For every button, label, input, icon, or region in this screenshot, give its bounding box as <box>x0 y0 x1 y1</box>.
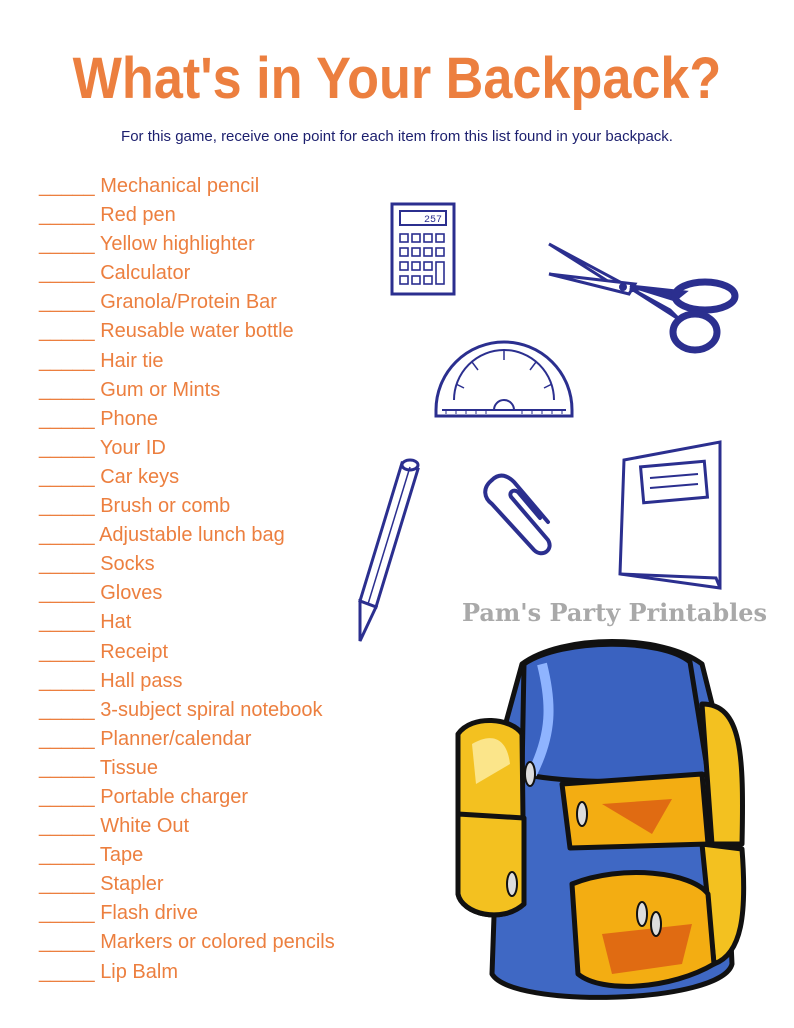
checklist-item <box>39 870 359 899</box>
checklist-item <box>39 521 359 550</box>
item-label: Gloves <box>100 582 163 605</box>
checklist-item <box>39 463 359 492</box>
checklist-item <box>39 783 359 812</box>
answer-blank[interactable]: _____ <box>39 524 95 547</box>
item-label: Reusable water bottle <box>100 320 294 343</box>
checklist-item <box>39 230 359 259</box>
checklist-item <box>39 434 359 463</box>
item-label: Gum or Mints <box>100 378 221 401</box>
item-label: Hair tie <box>100 349 164 372</box>
answer-blank[interactable]: _____ <box>39 785 95 808</box>
answer-blank[interactable]: _____ <box>39 320 95 343</box>
item-label: White Out <box>100 815 190 838</box>
answer-blank[interactable]: _____ <box>39 902 95 925</box>
item-label: Granola/Protein Bar <box>100 291 277 314</box>
answer-blank[interactable]: _____ <box>39 553 95 576</box>
item-label: Lip Balm <box>100 960 178 983</box>
answer-blank[interactable]: _____ <box>39 436 95 459</box>
item-label: Brush or comb <box>100 495 231 518</box>
protractor-icon <box>432 326 576 420</box>
item-label: Yellow highlighter <box>99 233 255 256</box>
pencil-icon <box>352 455 424 645</box>
answer-blank[interactable]: _____ <box>39 873 95 896</box>
checklist-item <box>39 899 359 928</box>
checklist-item <box>39 259 359 288</box>
answer-blank[interactable]: _____ <box>39 495 95 518</box>
item-label: Hall pass <box>100 669 183 692</box>
answer-blank[interactable]: _____ <box>39 931 95 954</box>
item-label: 3-subject spiral notebook <box>100 698 323 721</box>
answer-blank[interactable]: _____ <box>39 727 95 750</box>
checklist-item <box>39 812 359 841</box>
answer-blank[interactable]: _____ <box>39 669 95 692</box>
item-label: Calculator <box>100 262 191 285</box>
paperclip-icon <box>478 470 558 560</box>
item-label: Red pen <box>100 204 176 227</box>
item-label: Tissue <box>99 756 158 779</box>
answer-blank[interactable]: _____ <box>39 582 95 605</box>
answer-blank[interactable]: _____ <box>39 698 95 721</box>
checklist-item <box>39 696 359 725</box>
answer-blank[interactable]: _____ <box>39 756 95 779</box>
checklist-item <box>39 667 359 696</box>
checklist <box>39 172 359 987</box>
checklist-item <box>39 317 359 346</box>
checklist-item <box>39 405 359 434</box>
checklist-item <box>39 754 359 783</box>
item-label: Receipt <box>100 640 168 663</box>
checklist-item <box>39 579 359 608</box>
answer-blank[interactable]: _____ <box>39 175 95 197</box>
answer-blank[interactable]: _____ <box>39 465 95 488</box>
watermark: Pam's Party Printables <box>461 598 768 627</box>
answer-blank[interactable]: _____ <box>39 407 95 430</box>
item-label: Phone <box>100 407 159 430</box>
item-label: Hat <box>100 611 132 634</box>
checklist-item <box>39 958 359 987</box>
page-title: What's in Your Backpack? <box>72 46 722 111</box>
checklist-item <box>39 638 359 667</box>
checklist-item <box>39 172 359 201</box>
answer-blank[interactable]: _____ <box>39 640 95 663</box>
answer-blank[interactable]: _____ <box>39 844 95 867</box>
answer-blank[interactable]: _____ <box>39 960 95 983</box>
item-label: Portable charger <box>100 785 249 808</box>
item-label: Planner/calendar <box>100 727 252 750</box>
answer-blank[interactable]: _____ <box>39 204 95 227</box>
answer-blank[interactable]: _____ <box>39 262 95 285</box>
checklist-item <box>39 492 359 521</box>
calculator-display: 257 <box>423 215 442 226</box>
item-label: Markers or colored pencils <box>100 931 335 954</box>
item-label: Stapler <box>100 873 164 896</box>
answer-blank[interactable]: _____ <box>39 291 95 314</box>
checklist-item <box>39 288 359 317</box>
answer-blank[interactable]: _____ <box>39 349 95 372</box>
notebook-icon <box>616 438 728 593</box>
answer-blank[interactable]: _____ <box>39 233 95 256</box>
checklist-item <box>39 347 359 376</box>
backpack-illustration <box>452 634 752 1019</box>
checklist-item <box>39 376 359 405</box>
checklist-item <box>39 201 359 230</box>
item-label: Your ID <box>99 436 166 459</box>
item-label: Flash drive <box>100 902 198 925</box>
answer-blank[interactable]: _____ <box>39 815 95 838</box>
item-label: Tape <box>99 844 144 867</box>
checklist-item <box>39 608 359 637</box>
checklist-item <box>39 928 359 957</box>
checklist-item <box>39 550 359 579</box>
page-subtitle: For this game, receive one point for each item from this list found in your backpack. <box>121 128 673 145</box>
checklist-item <box>39 725 359 754</box>
calculator-icon <box>390 202 458 298</box>
answer-blank[interactable]: _____ <box>39 611 95 634</box>
item-label: Socks <box>100 553 155 576</box>
checklist-item <box>39 841 359 870</box>
answer-blank[interactable]: _____ <box>39 378 95 401</box>
item-label: Car keys <box>100 465 180 488</box>
item-label: Adjustable lunch bag <box>99 524 285 547</box>
item-label: Mechanical pencil <box>100 175 260 197</box>
